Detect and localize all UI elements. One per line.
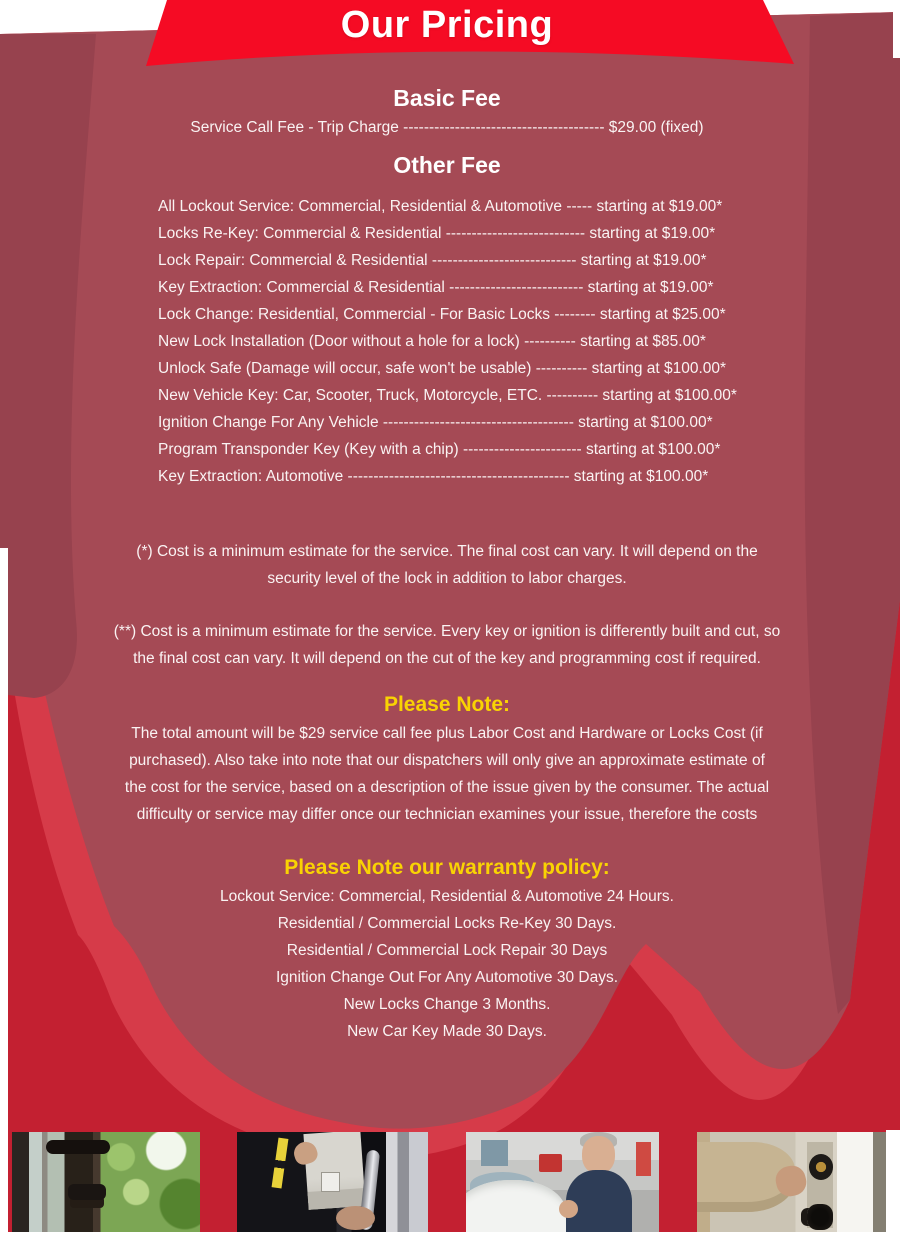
other-fee-heading: Other Fee [393,152,501,178]
fee-item: All Lockout Service: Commercial, Residential & Automotive ----- starting at $19.00* [158,198,723,215]
warranty-item: Residential / Commercial Lock Repair 30 Days [286,942,608,959]
equipment-shape [636,1142,651,1176]
warranty-item: New Car Key Made 30 Days. [347,1023,547,1040]
keypad-key-shape [321,1172,340,1192]
photo-lock-repair [697,1132,886,1232]
deadbolt-shape [809,1154,834,1180]
fee-item: New Vehicle Key: Car, Scooter, Truck, Motorcycle, ETC. ---------- starting at $100.00* [158,387,737,404]
door-knob-shape [68,1184,106,1200]
other-fee-list [158,193,778,490]
technician-head-shape [582,1136,615,1174]
warranty-item: Residential / Commercial Locks Re-Key 30 Days. [277,915,617,932]
door-handle-shape [46,1140,110,1154]
warranty-item: Ignition Change Out For Any Automotive 30 Days. [275,969,619,986]
garage-window-shape [481,1140,508,1166]
please-note-heading: Please Note: [383,693,511,716]
footnote-double-star: (**) Cost is a minimum estimate for the service. Every key or ignition is differently built and cut, so the final cost can vary. It will depend on the cut of the key and programming cost if required. [113,623,781,667]
please-note-body: The total amount will be $29 service call fee plus Labor Cost and Hardware or Locks Cost (if purchased). Also take into note that our dispatchers will only give an approximate estimate of the cost for the service, based on a description of the issue given by the consumer. The actual difficulty or service may differ once our technician examines your issue, therefore the costs [124,725,770,823]
fee-item: Lock Change: Residential, Commercial - For Basic Locks -------- starting at $25.00* [158,306,726,323]
toolbox-shape [539,1154,562,1172]
warranty-item: Lockout Service: Commercial, Residential & Automotive 24 Hours. [219,888,674,905]
page-title: Our Pricing [340,4,554,46]
door-knob-shape [807,1204,833,1230]
hand-with-key-shape [559,1200,578,1218]
fee-item: Key Extraction: Automotive ------------------------------------------- starting at $100.00* [158,468,709,485]
photo-auto-locksmith [466,1132,659,1232]
fee-item: Program Transponder Key (Key with a chip) ----------------------- starting at $100.00* [158,441,721,458]
hivis-strip-shape [272,1138,288,1189]
technician-torso-shape [566,1170,632,1232]
hand-shape [336,1206,374,1230]
photo-door-lock-garden [12,1132,200,1232]
fee-item: New Lock Installation (Door without a hole for a lock) ---------- starting at $85.00* [158,333,706,350]
basic-fee-line: Service Call Fee - Trip Charge --------------------------------------- $29.00 (fixed) [190,119,704,136]
basic-fee-heading: Basic Fee [393,85,501,111]
warranty-list [4,883,890,1045]
fee-item: Unlock Safe (Damage will occur, safe won't be usable) ---------- starting at $100.00* [158,360,727,377]
warranty-item: New Locks Change 3 Months. [343,996,551,1013]
fee-item: Ignition Change For Any Vehicle ------------------------------------- starting at $100.00* [158,414,713,431]
fee-item: Key Extraction: Commercial & Residential -------------------------- starting at $19.00* [158,279,714,296]
fee-item: Lock Repair: Commercial & Residential ---------------------------- starting at $19.00* [158,252,707,269]
warranty-heading: Please Note our warranty policy: [284,856,610,879]
car-hood-shape [466,1180,566,1232]
fee-item: Locks Re-Key: Commercial & Residential --------------------------- starting at $19.00* [158,225,716,242]
footnote-single-star: (*) Cost is a minimum estimate for the service. The final cost can vary. It will depend on the security level of the lock in addition to labor charges. [136,543,758,587]
photo-keypad-access [237,1132,428,1232]
